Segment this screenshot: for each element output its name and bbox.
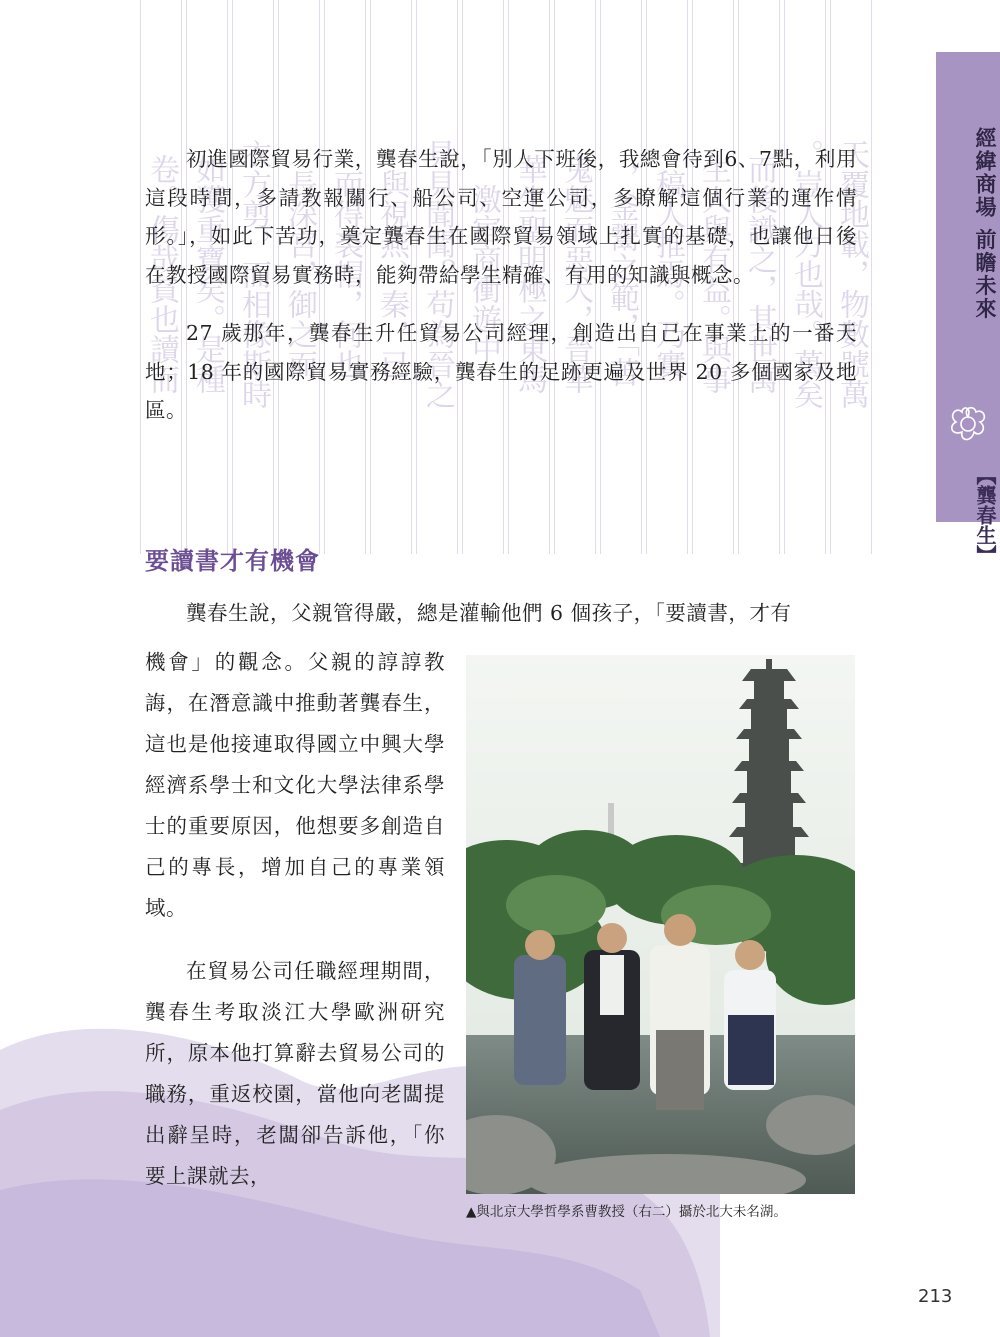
section-heading: 要讀書才有機會: [145, 546, 320, 575]
series-title: 經緯商場 前瞻未來: [973, 127, 998, 321]
paragraph: 機會」的觀念。父親的諄諄教誨，在潛意識中推動著龔春生，這也是他接連取得國立中興大學經濟系學士和文化大學法律系學士的重要原因，他想要多創造自己的專長，增加自己的專業領域。: [145, 650, 445, 920]
paragraph: 在貿易公司任職經理期間，龔春生考取淡江大學歐洲研究所，原本他打算辭去貿易公司的職務，重返校園，當他向老闆提出辭呈時，老闆卻告訴他，「你要上課就去，: [145, 959, 445, 1188]
paragraph: 27 歲那年，龔春生升任貿易公司經理，創造出自己在事業上的一番天地；18 年的國際貿易實務經驗，龔春生的足跡更遍及世界 20 多個國家及地區。: [145, 321, 857, 422]
paragraph: 初進國際貿易行業，龔春生說，「別人下班後，我總會待到6、7點，利用這段時間，多請教報關行、船公司、空運公司，多瞭解這個行業的運作情形。」，如此下苦功，奠定龔春生在國際貿易領域上扎實的基礎，也讓他日後在教授國際貿易實務時，能夠帶給學生精確、有用的知識與概念。: [145, 147, 857, 287]
paragraph-first-line: 龔春生說，父親管得嚴，總是灌輸他們 6 個孩子，「要讀書，才有: [186, 601, 792, 625]
left-column-text: [145, 642, 445, 1197]
photo-caption: ▲與北京大學哲學系曹教授（右二）攝於北大未名湖。: [466, 1204, 787, 1220]
person-label: 【龔春生】: [973, 465, 997, 565]
body-text: [145, 140, 857, 430]
page-number: 213: [918, 1286, 953, 1307]
side-tab: [936, 52, 1000, 565]
flower-icon: [942, 398, 994, 450]
photo-tower-lake: [466, 655, 855, 1194]
paragraph: [145, 594, 857, 633]
background-calligraphy: 卷。傷哉貧也讀而 如獲重寶矣。是種 衣方剪，而相像斯時 長深宮，御之而 而得裘帽，何也 與視燕、秦，已 見見聞聞？苟為晉之 激宦商衝遊中 華生聖明極之東馬 鬼魅而惡犬，晉華 ，釜鬻之範，「苦 稿人推焉。乃實 生人與有益。與事 而後識之，其世萬 。豈人力也哉。萬矣 天覆地載，物數號萬: [140, 0, 880, 560]
